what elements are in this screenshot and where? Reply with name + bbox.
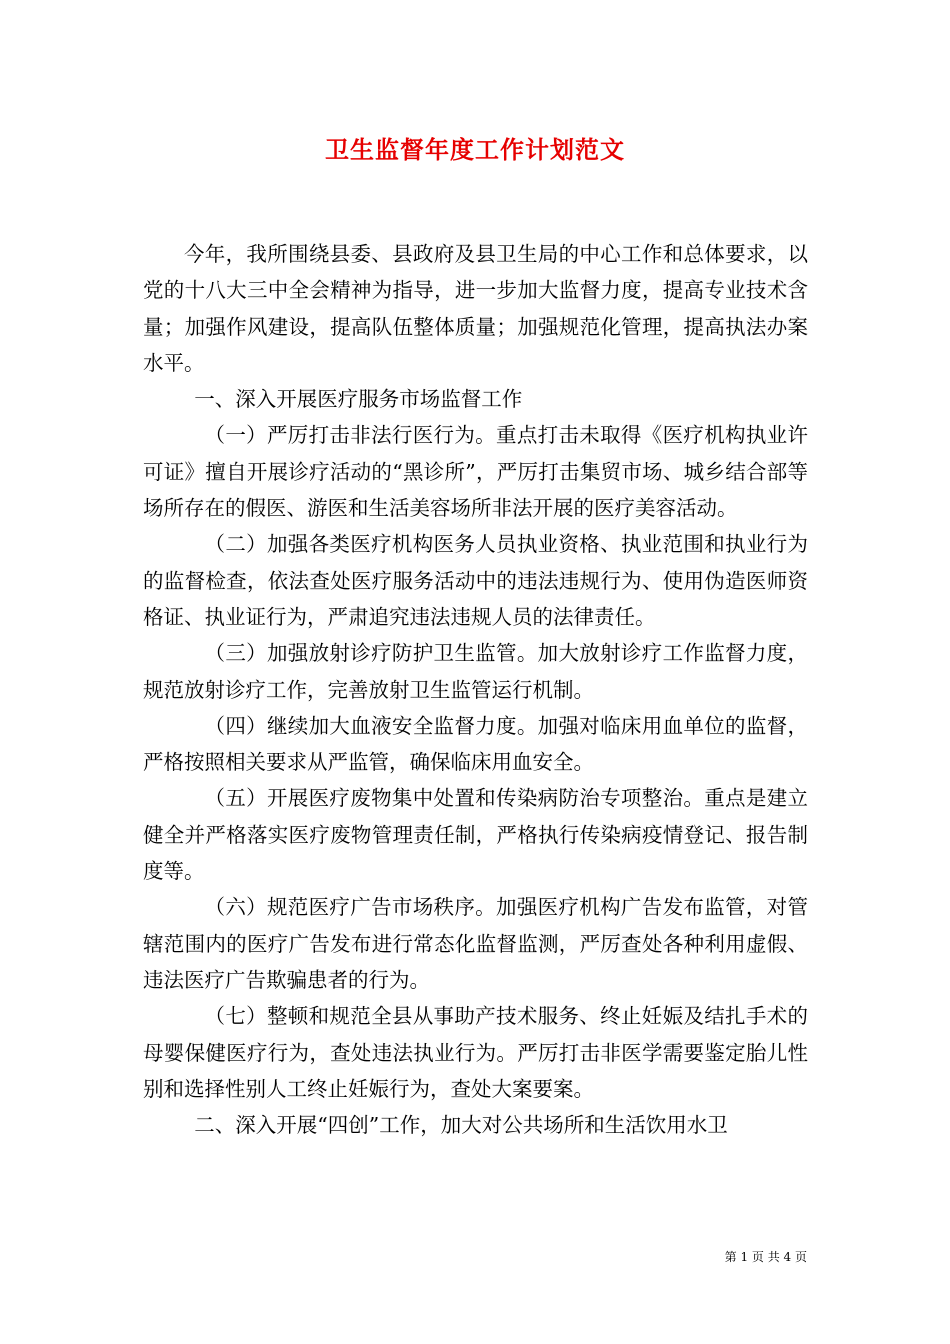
item-7-paragraph: （七）整顿和规范全县从事助产技术服务、终止妊娠及结扎手术的母婴保健医疗行为，查处违法执业行为。严厉打击非医学需要鉴定胎儿性别和选择性别人工终止妊娠行为，查处大案要案。: [143, 1004, 808, 1101]
document-body: [143, 236, 808, 1143]
intro-paragraph: 今年，我所围绕县委、县政府及县卫生局的中心工作和总体要求，以党的十八大三中全会精神为指导，进一步加大监督力度，提高专业技术含量；加强作风建设，提高队伍整体质量；加强规范化管理，提高执法办案水平。: [143, 242, 808, 375]
item-6-paragraph: （六）规范医疗广告市场秩序。加强医疗机构广告发布监管，对管辖范围内的医疗广告发布进行常态化监督监测，严厉查处各种利用虚假、违法医疗广告欺骗患者的行为。: [143, 895, 808, 992]
item-1-paragraph: （一）严厉打击非法行医行为。重点打击未取得《医疗机构执业许可证》擅自开展诊疗活动的“黑诊所”，严厉打击集贸市场、城乡结合部等场所存在的假医、游医和生活美容场所非法开展的医疗美容活动。: [143, 423, 808, 521]
section-1-heading: 一、深入开展医疗服务市场监督工作: [194, 387, 523, 412]
document-title: 卫生监督年度工作计划范文: [325, 136, 625, 164]
item-2-paragraph: （二）加强各类医疗机构医务人员执业资格、执业范围和执业行为的监督检查，依法查处医疗服务活动中的违法违规行为、使用伪造医师资格证、执业证行为，严肃追究违法违规人员的法律责任。: [143, 532, 808, 629]
item-3-paragraph: （三）加强放射诊疗防护卫生监管。加大放射诊疗工作监督力度，规范放射诊疗工作，完善放射卫生监管运行机制。: [143, 641, 808, 702]
item-5-paragraph: （五）开展医疗废物集中处置和传染病防治专项整治。重点是建立健全并严格落实医疗废物管理责任制，严格执行传染病疫情登记、报告制度等。: [143, 786, 808, 884]
item-4-paragraph: （四）继续加大血液安全监督力度。加强对临床用血单位的监督，严格按照相关要求从严监管，确保临床用血安全。: [143, 713, 808, 775]
section-2-heading: 二、深入开展“四创”工作，加大对公共场所和生活饮用水卫: [194, 1113, 728, 1138]
page-number: 第 1 页 共 4 页: [724, 1250, 807, 1264]
